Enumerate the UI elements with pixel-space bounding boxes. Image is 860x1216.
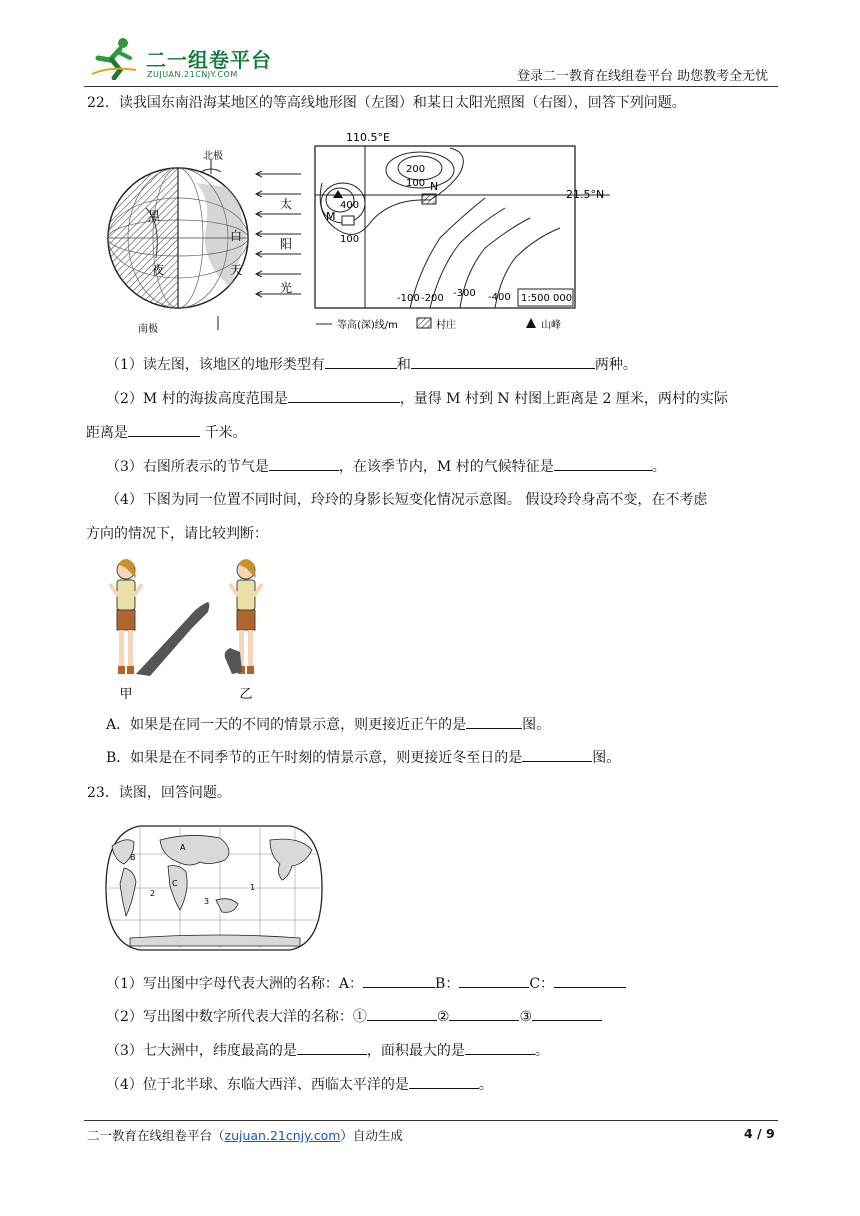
answer-blank[interactable]: [288, 388, 400, 403]
contour-100-label-a: 100: [406, 178, 426, 189]
contour-100-label-b: 100: [340, 234, 360, 245]
depth-label-1: -100: [397, 293, 420, 304]
header-rule: [84, 86, 778, 87]
legend-contour-label: 等高(深)线/m: [337, 320, 398, 331]
legend-village-label: 村庄: [436, 320, 456, 331]
depth-label-2: -200: [421, 293, 444, 304]
latitude-label: 21.5°N: [566, 188, 605, 201]
q22-option-b: B．如果是在不同季节的正午时刻的情景示意，则更接近冬至日的是 图。: [106, 747, 620, 768]
q22-stem: 22．读我国东南沿海某地区的等高线地形图（左图）和某日太阳光照图（右图），回答下列问题。: [87, 95, 686, 111]
answer-blank[interactable]: [522, 747, 592, 762]
globe-dark-label-1: 黑: [147, 209, 161, 223]
legend-peak-label: 山峰: [541, 320, 561, 331]
q22-part2-line1: （2）M 村的海拔高度范围是 ，量得 M 村到 N 村图上距离是 2 厘米，两村的实际: [106, 388, 728, 409]
map-scale: 1:500 000: [521, 293, 573, 304]
map-label-ocean-1: 1: [250, 883, 256, 892]
map-label-c: C: [172, 879, 178, 888]
globe-south-pole-label: 南极: [138, 324, 158, 335]
figure-label-jia: 甲: [119, 687, 133, 702]
map-label-ocean-3: 3: [204, 897, 210, 906]
globe-north-pole-label: 北极: [203, 151, 223, 162]
footer-left: 二一教育在线组卷平台（zujuan.21cnjy.com）自动生成: [87, 1128, 403, 1143]
answer-blank[interactable]: [459, 973, 529, 988]
village-m-label: M: [326, 210, 336, 223]
depth-label-4: -400: [488, 292, 511, 303]
answer-blank[interactable]: [367, 1006, 437, 1021]
contour-400-label: 400: [340, 200, 360, 211]
answer-blank[interactable]: [532, 1006, 602, 1021]
answer-blank[interactable]: [409, 1074, 479, 1089]
q22-part4-line2: 方向的情况下，请比较判断：: [86, 526, 268, 542]
answer-blank[interactable]: [554, 456, 652, 471]
q22-option-a: A．如果是在同一天的不同的情景示意，则更接近正午的是 图。: [106, 714, 550, 735]
globe-light-label-3: 阳: [279, 237, 293, 251]
globe-light-label-4: 天: [229, 263, 243, 277]
shadow-comparison-figure: [96, 548, 286, 702]
q22-part3: （3）右图所表示的节气是 ，在该季节内，M 村的气候特征是 。: [106, 456, 666, 477]
contour-200-label: 200: [406, 164, 426, 175]
globe-dark-label-2: 夜: [151, 263, 165, 277]
longitude-label: 110.5°E: [346, 131, 390, 144]
girl-figure-jia: [110, 559, 142, 674]
answer-blank[interactable]: [465, 1040, 535, 1055]
map-label-b: B: [130, 853, 136, 862]
footer-link[interactable]: zujuan.21cnjy.com: [224, 1128, 341, 1143]
q22-part1: （1）读左图，该地区的地形类型有 和 两种。: [106, 354, 637, 375]
globe-light-label-5: 光: [279, 281, 293, 295]
sunlight-globe-figure: [106, 148, 306, 338]
answer-blank[interactable]: [128, 422, 200, 437]
q22-part4-line1: （4）下图为同一位置不同时间，玲玲的身影长短变化情况示意图。 假设玲玲身高不变，在不考虑: [106, 492, 708, 508]
answer-blank[interactable]: [269, 456, 339, 471]
answer-blank[interactable]: [297, 1040, 367, 1055]
map-label-ocean-2: 2: [150, 889, 156, 898]
q23-part3: （3）七大洲中，纬度最高的是 ，面积最大的是 。: [106, 1040, 549, 1061]
village-n-label: N: [430, 180, 439, 193]
answer-blank[interactable]: [466, 714, 522, 729]
depth-label-3: -300: [453, 288, 476, 299]
globe-light-label-2: 白: [229, 229, 243, 243]
answer-blank[interactable]: [363, 973, 435, 988]
q22-part2-line2: 距离是 千米。: [86, 422, 246, 443]
q23-part1: （1）写出图中字母代表大洲的名称：A： B： C：: [106, 973, 626, 994]
village-n-icon: [422, 194, 436, 204]
world-map-figure: [100, 820, 328, 956]
header-slogan: 登录二一教育在线组卷平台 助您教考全无忧: [517, 69, 769, 84]
answer-blank[interactable]: [554, 973, 626, 988]
page-number: 4 / 9: [744, 1126, 775, 1141]
answer-blank[interactable]: [449, 1006, 519, 1021]
q23-part4: （4）位于北半球、东临大西洋、西临太平洋的是 。: [106, 1074, 493, 1095]
village-m-icon: [342, 216, 354, 225]
logo-text: 二一组卷平台: [146, 48, 272, 72]
q23-part2: （2）写出图中数字所代表大洋的名称：① ② ③: [106, 1006, 602, 1027]
logo-url: ZUJUAN.21CNJY.COM: [147, 70, 238, 79]
answer-blank[interactable]: [411, 354, 595, 369]
runner-logo-icon: [90, 36, 140, 80]
contour-map-figure: [310, 128, 620, 338]
globe-light-label-1: 太: [279, 197, 293, 211]
figure-label-yi: 乙: [239, 687, 253, 702]
q23-stem: 23．读图，回答问题。: [87, 785, 231, 801]
map-label-a: A: [180, 843, 186, 852]
answer-blank[interactable]: [325, 354, 397, 369]
footer-rule: [84, 1120, 778, 1121]
